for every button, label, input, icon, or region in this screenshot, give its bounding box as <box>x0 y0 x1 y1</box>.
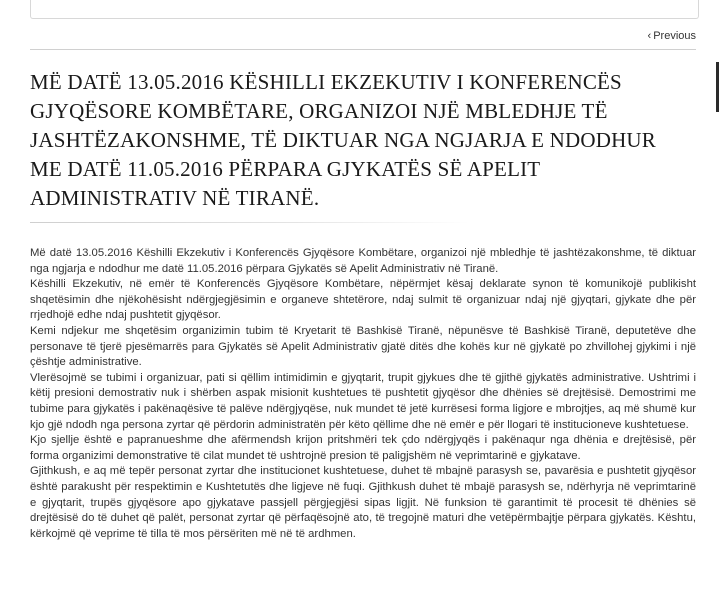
article-paragraph: Këshilli Ekzekutiv, në emër të Konferencës Gjyqësore Kombëtare, nëpërmjet kësaj deklarate synon të komunikojë publikisht shqetësimin dhe njëkohësisht ndërgjegjësimin e organeve shtetërore, ndaj sulmit të organizuar ndaj një gjyqtari, gjykate dhe për rrjedhojë edhe ndaj pushtetit gjyqësor. <box>30 278 696 322</box>
article-paragraph: Kemi ndjekur me shqetësim organizimin tubim të Kryetarit të Bashkisë Tiranë, nëpunësve të Bashkisë Tiranë, deputetëve dhe personave të tjerë pjesëmarrës para Gjykatës së Apelit Administrativ gjatë ditës dhe kohës kur në gjykatë po zhvillohej gjykimi i një çështje administrative. <box>30 324 696 369</box>
article-paragraph: Vlerësojmë se tubimi i organizuar, pati si qëllim intimidimin e gjyqtarit, trupit gjykues dhe të gjithë gjykatës administrative. Ushtrimi i këtij presioni demostrativ nuk i shërben aspak misionit kushtetues të pushtetit gjyqësor dhe dhënies së drejtësisë. Demostrimi me tubime para gjykatës i pakënaqësive të palëve ndërgjyqëse, nuk mundet të jetë kurrësesi forma ligjore e mbrojtjes, aq më shumë kur kjo gjë ndodh nga persona zyrtar që përdorin administratën për këto qëllime dhe në emër e për llogari të institucioneve kushtetuese. <box>30 371 696 431</box>
article-paragraph: Kjo sjellje është e papranueshme dhe afërmendsh krijon pritshmëri tek çdo ndërgjyqës i pakënaqur nga dhënia e drejtësisë, për forma organizimi demonstrative të cilat mundet të ushtrojnë presion të paligjshëm në veprimtarinë e gjykatave. <box>30 434 696 462</box>
chevron-left-icon: ‹ <box>647 30 652 42</box>
scrollbar-track[interactable] <box>712 0 726 604</box>
article-body <box>30 246 696 542</box>
previous-link[interactable] <box>648 30 696 42</box>
top-divider <box>30 49 696 50</box>
article-title: MË DATË 13.05.2016 KËSHILLI EKZEKUTIV I KONFERENCËS GJYQËSORE KOMBËTARE, ORGANIZOI NJË MBLEDHJE TË JASHTËZAKONSHME, TË DIKTUAR NGA NGJARJA E NDODHUR ME DATË 11.05.2016 PËRPARA GJYKATËS SË APELIT ADMINISTRATIV NË TIRANË. <box>30 70 657 210</box>
scrollbar-thumb[interactable] <box>716 62 719 112</box>
title-divider <box>30 222 470 223</box>
article-paragraph: Më datë 13.05.2016 Këshilli Ekzekutiv i Konferencës Gjyqësore Kombëtare, organizoi një mbledhje të jashtëzakonshme, të diktuar nga ngjarja e ndodhur me datë 11.05.2016 përpara Gjykatës së Apelit Administrativ në Tiranë. <box>30 247 696 275</box>
article-paragraph: Gjithkush, e aq më tepër personat zyrtar dhe institucionet kushtetuese, duhet të mbajnë parasysh se, pavarësia e pushtetit gjyqësor është parakusht për respektimin e Kushtetutës dhe ligjeve në fuqi. Gjithkush duhet të mbajë parasysh se, ndërhyrja në veprimtarinë e gjyqtarit, trupës gjyqësore apo gjykatave passjell përgjegjësi sipas ligjit. Në funksion të garantimit të procesit të dhënies së drejtësisë do të duhet që palët, personat zyrtar që përfaqësojnë ato, të tregojnë maturi dhe vetëpërmbajtje përpara gjykatës. Kështu, kërkojmë që veprime të tilla të mos përsëriten më në të ardhmen. <box>30 465 696 540</box>
previous-link-label: Previous <box>653 30 696 42</box>
previous-content-frame <box>30 0 699 19</box>
